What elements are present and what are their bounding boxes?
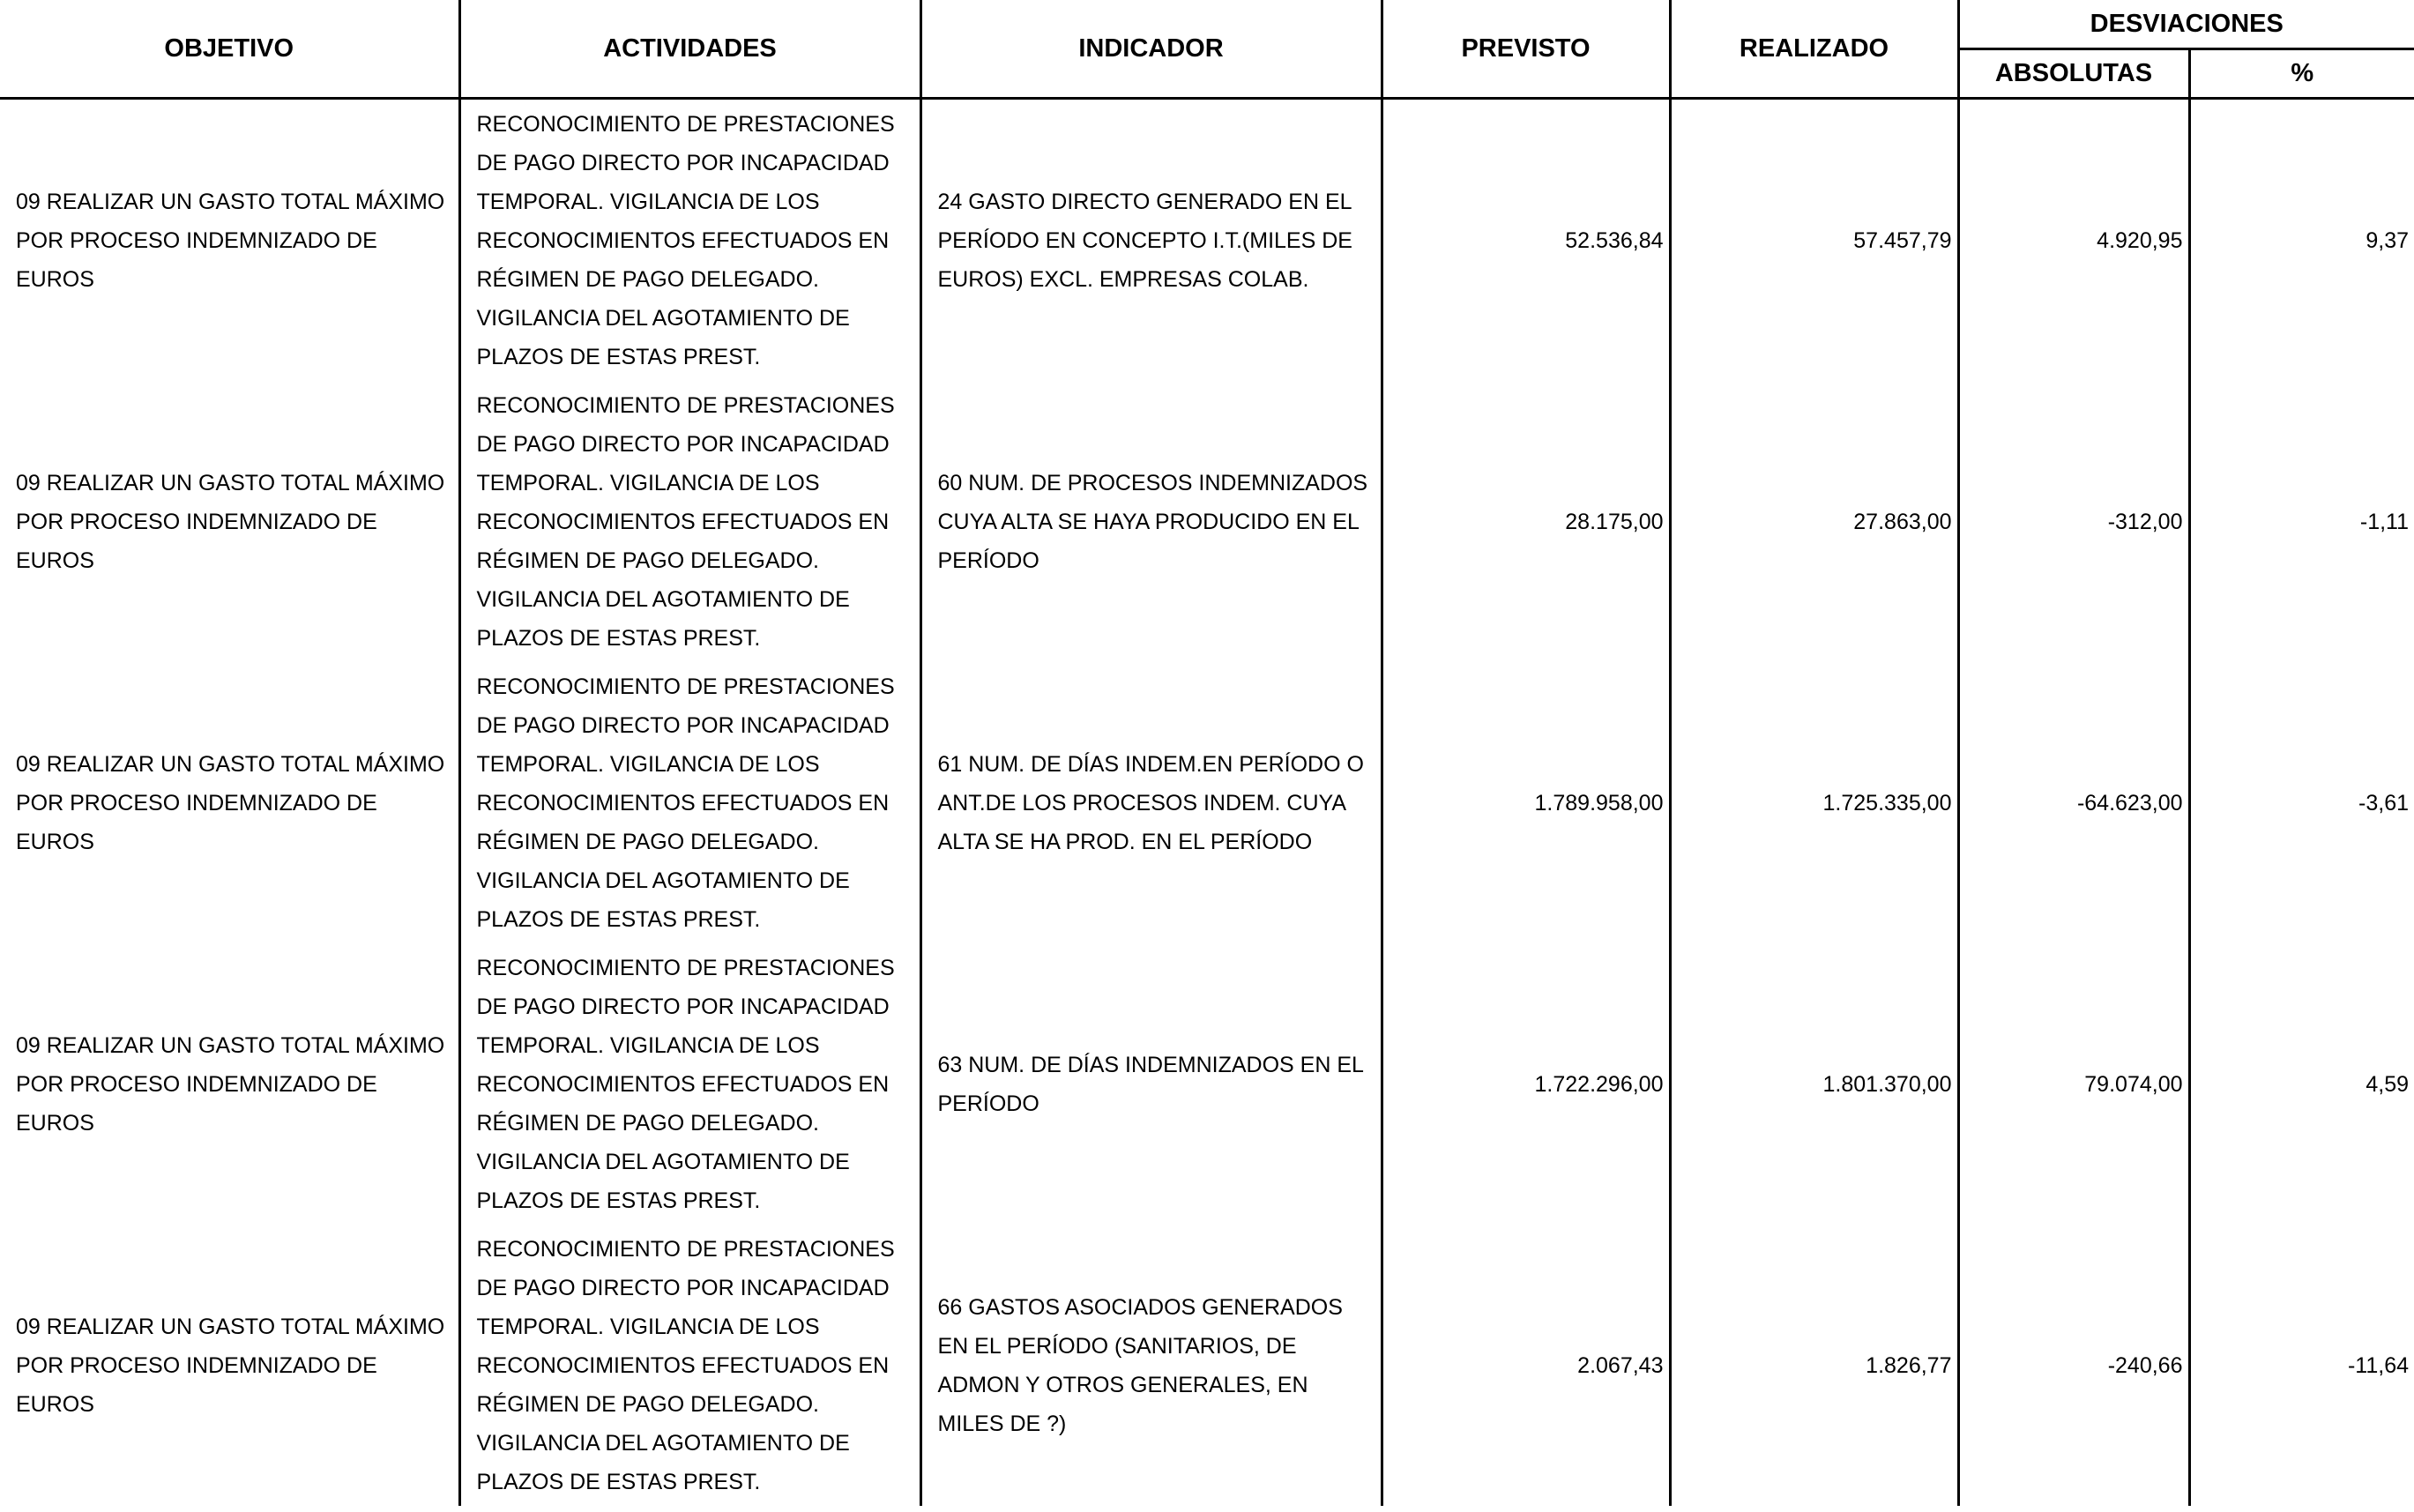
objetivo-cell xyxy=(0,943,459,1225)
porcentaje-cell: 4,59 xyxy=(2366,1071,2410,1097)
table-row xyxy=(0,1225,2414,1506)
header-objetivo: OBJETIVO xyxy=(0,0,459,99)
previsto-cell: 2.067,43 xyxy=(1382,1225,1670,1506)
realizado-cell: 57.457,79 xyxy=(1670,99,1958,382)
header-realizado: REALIZADO xyxy=(1670,0,1958,99)
objetivo-cell xyxy=(0,99,459,382)
absolutas-cell: 79.074,00 xyxy=(1958,943,2189,1225)
realizado-cell: 27.863,00 xyxy=(1670,381,1958,662)
actividades-cell: RECONOCIMIENTO DE PRESTACIONES DE PAGO DIRECTO POR INCAPACIDAD TEMPORAL. VIGILANCIA DE LOS RECONOCIMIENTOS EFECTUADOS EN RÉGIMEN DE PAGO DELEGADO. VIGILANCIA DEL AGOTAMIENTO DE PLAZOS DE ESTAS PREST. xyxy=(459,662,920,943)
objetivo-text: 09 REALIZAR UN GASTO TOTAL MÁXIMO POR PROCESO INDEMNIZADO DE EUROS xyxy=(16,1032,445,1136)
header-porcentaje: % xyxy=(2189,49,2414,99)
objetivo-text: 09 REALIZAR UN GASTO TOTAL MÁXIMO POR PROCESO INDEMNIZADO DE EUROS xyxy=(16,1314,445,1417)
porcentaje-cell: 9,37 xyxy=(2366,227,2410,253)
table-row xyxy=(0,381,2414,662)
porcentaje-cell: -11,64 xyxy=(2347,1352,2410,1378)
indicador-cell: 24 GASTO DIRECTO GENERADO EN EL PERÍODO EN CONCEPTO I.T.(MILES DE EUROS) EXCL. EMPRESAS COLAB. xyxy=(920,99,1382,382)
previsto-cell: 28.175,00 xyxy=(1382,381,1670,662)
objetivo-cell xyxy=(0,381,459,662)
actividades-cell: RECONOCIMIENTO DE PRESTACIONES DE PAGO DIRECTO POR INCAPACIDAD TEMPORAL. VIGILANCIA DE LOS RECONOCIMIENTOS EFECTUADOS EN RÉGIMEN DE PAGO DELEGADO. VIGILANCIA DEL AGOTAMIENTO DE PLAZOS DE ESTAS PREST. xyxy=(459,381,920,662)
header-actividades: ACTIVIDADES xyxy=(459,0,920,99)
absolutas-cell: 4.920,95 xyxy=(1958,99,2189,382)
actividades-cell: RECONOCIMIENTO DE PRESTACIONES DE PAGO DIRECTO POR INCAPACIDAD TEMPORAL. VIGILANCIA DE LOS RECONOCIMIENTOS EFECTUADOS EN RÉGIMEN DE PAGO DELEGADO. VIGILANCIA DEL AGOTAMIENTO DE PLAZOS DE ESTAS PREST. xyxy=(459,1225,920,1506)
actividades-cell: RECONOCIMIENTO DE PRESTACIONES DE PAGO DIRECTO POR INCAPACIDAD TEMPORAL. VIGILANCIA DE LOS RECONOCIMIENTOS EFECTUADOS EN RÉGIMEN DE PAGO DELEGADO. VIGILANCIA DEL AGOTAMIENTO DE PLAZOS DE ESTAS PREST. xyxy=(459,943,920,1225)
header-absolutas: ABSOLUTAS xyxy=(1958,49,2189,99)
indicador-cell: 63 NUM. DE DÍAS INDEMNIZADOS EN EL PERÍODO xyxy=(920,943,1382,1225)
table-row xyxy=(0,943,2414,1225)
table-row xyxy=(0,99,2414,382)
header-indicador: INDICADOR xyxy=(920,0,1382,99)
previsto-cell: 52.536,84 xyxy=(1382,99,1670,382)
indicador-cell: 60 NUM. DE PROCESOS INDEMNIZADOS CUYA ALTA SE HAYA PRODUCIDO EN EL PERÍODO xyxy=(920,381,1382,662)
objetivo-text: 09 REALIZAR UN GASTO TOTAL MÁXIMO POR PROCESO INDEMNIZADO DE EUROS xyxy=(16,470,445,573)
objetivo-cell xyxy=(0,1225,459,1506)
porcentaje-cell: -3,61 xyxy=(2358,790,2410,816)
realizado-cell: 1.801.370,00 xyxy=(1670,943,1958,1225)
indicador-cell: 66 GASTOS ASOCIADOS GENERADOS EN EL PERÍODO (SANITARIOS, DE ADMON Y OTROS GENERALES, EN MILES DE ?) xyxy=(920,1225,1382,1506)
objetivo-text: 09 REALIZAR UN GASTO TOTAL MÁXIMO POR PROCESO INDEMNIZADO DE EUROS xyxy=(16,189,445,292)
table-header xyxy=(0,0,2414,99)
table-body xyxy=(0,99,2414,1507)
table-row xyxy=(0,662,2414,943)
indicador-cell: 61 NUM. DE DÍAS INDEM.EN PERÍODO O ANT.DE LOS PROCESOS INDEM. CUYA ALTA SE HA PROD. EN EL PERÍODO xyxy=(920,662,1382,943)
actividades-cell: RECONOCIMIENTO DE PRESTACIONES DE PAGO DIRECTO POR INCAPACIDAD TEMPORAL. VIGILANCIA DE LOS RECONOCIMIENTOS EFECTUADOS EN RÉGIMEN DE PAGO DELEGADO. VIGILANCIA DEL AGOTAMIENTO DE PLAZOS DE ESTAS PREST. xyxy=(459,99,920,382)
porcentaje-cell: -1,11 xyxy=(2359,509,2410,534)
realizado-cell: 1.725.335,00 xyxy=(1670,662,1958,943)
absolutas-cell: -312,00 xyxy=(1958,381,2189,662)
previsto-cell: 1.722.296,00 xyxy=(1382,943,1670,1225)
header-desviaciones: DESVIACIONES xyxy=(1958,0,2414,49)
objetivo-cell xyxy=(0,662,459,943)
header-previsto: PREVISTO xyxy=(1382,0,1670,99)
previsto-cell: 1.789.958,00 xyxy=(1382,662,1670,943)
realizado-cell: 1.826,77 xyxy=(1670,1225,1958,1506)
absolutas-cell: -240,66 xyxy=(1958,1225,2189,1506)
absolutas-cell: -64.623,00 xyxy=(1958,662,2189,943)
objetivo-text: 09 REALIZAR UN GASTO TOTAL MÁXIMO POR PROCESO INDEMNIZADO DE EUROS xyxy=(16,751,445,854)
